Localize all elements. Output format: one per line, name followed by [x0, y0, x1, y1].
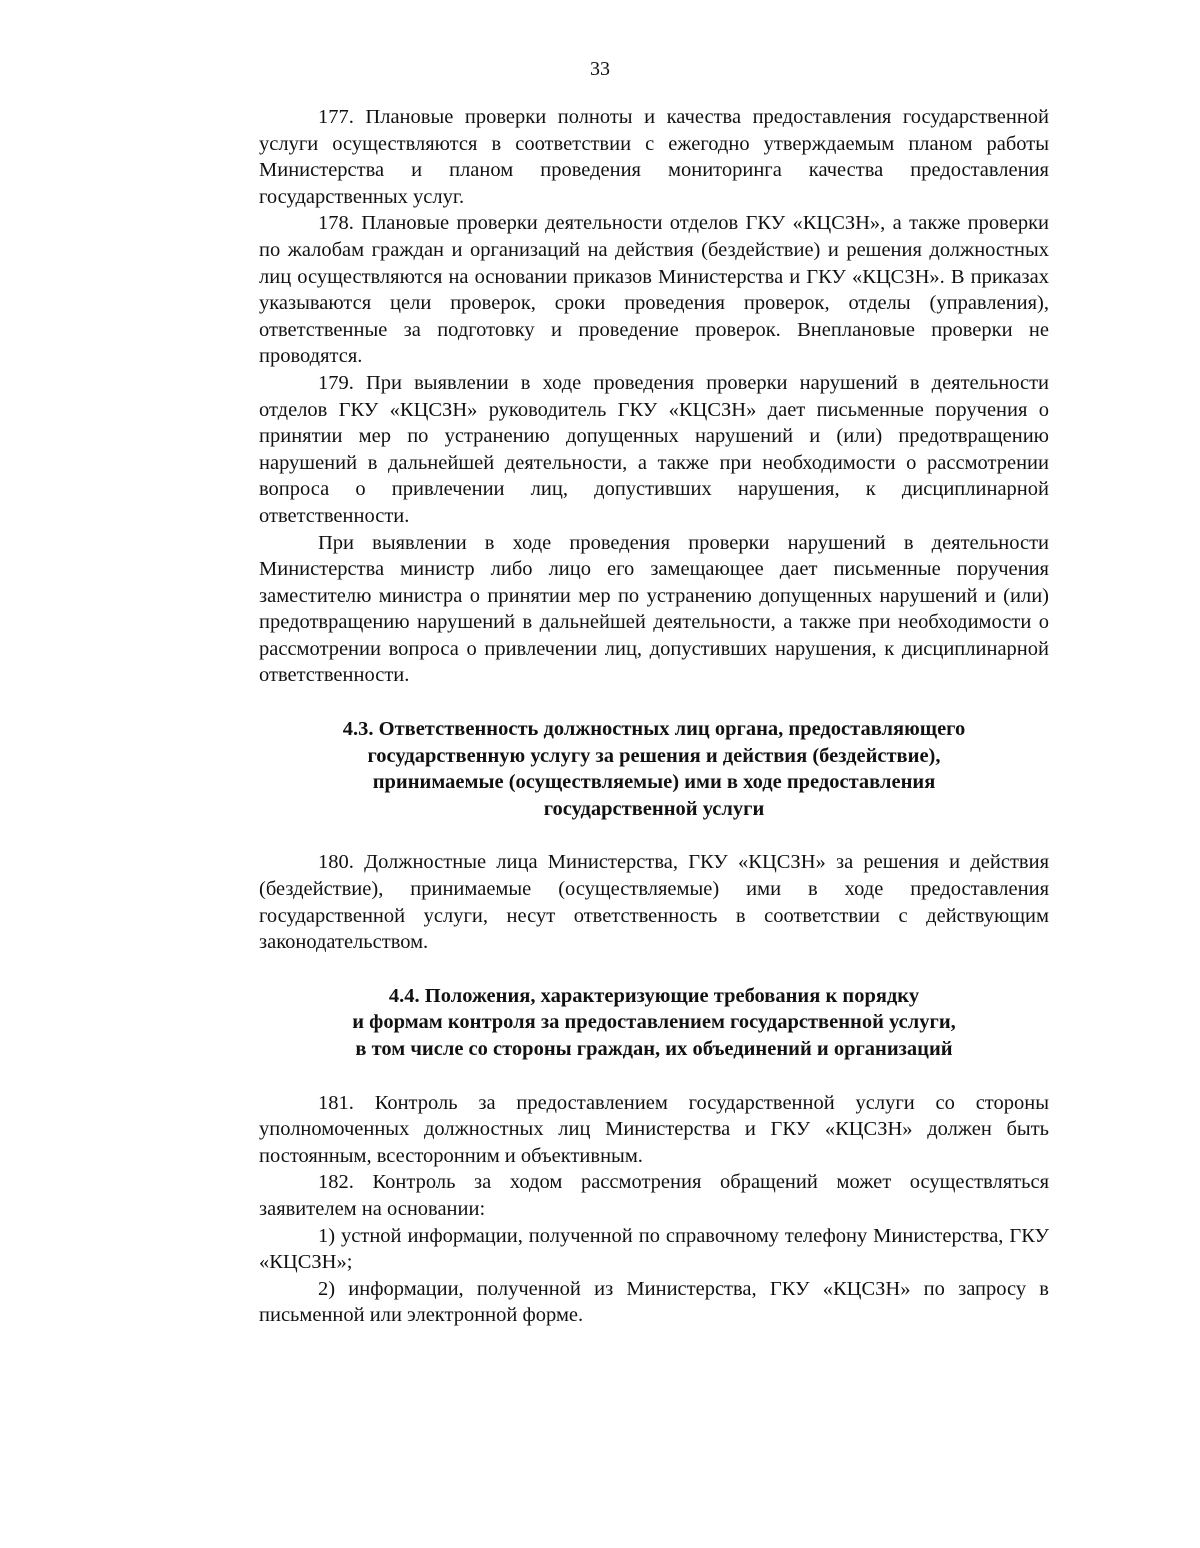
page-number: 33	[590, 58, 610, 80]
paragraph-177: 177. Плановые проверки полноты и качества предоставления государственной услуги осуществляются в соответствии с ежегодно утверждаемым планом работы Министерства и планом проведения мониторинга качества предоставления государственных услуг.	[259, 106, 1049, 208]
heading-line: 4.4. Положения, характеризующие требования к порядку	[388, 984, 920, 1007]
list-item-2: 2) информации, полученной из Министерства, ГКУ «КЦСЗН» по запросу в письменной или электронной форме.	[259, 1277, 1049, 1327]
heading-line: и формам контроля за предоставлением государственной услуги,	[352, 1011, 956, 1034]
section-heading-4-3	[259, 716, 1049, 822]
paragraph-179: 179. При выявлении в ходе проведения проверки нарушений в деятельности отделов ГКУ «КЦСЗН» руководитель ГКУ «КЦСЗН» дает письменные поручения о принятии мер по устранению допущенных нарушений и (или) предотвращению нарушений в дальнейшей деятельности, а также при необходимости о рассмотрении вопроса о привлечении лиц, допустивших нарушения, к дисциплинарной ответственности.	[259, 371, 1049, 527]
paragraph-181: 181. Контроль за предоставлением государственной услуги со стороны уполномоченных должностных лиц Министерства и ГКУ «КЦСЗН» должен быть постоянным, всесторонним и объективным.	[259, 1091, 1049, 1167]
paragraph-179-continued: При выявлении в ходе проведения проверки нарушений в деятельности Министерства министр либо лицо его замещающее дает письменные поручения заместителю министра о принятии мер по устранению допущенных нарушений и (или) предотвращению нарушений в дальнейшей деятельности, а также при необходимости о рассмотрении вопроса о привлечении лиц, допустивших нарушения, к дисциплинарной ответственности.	[259, 531, 1049, 687]
heading-line: в том числе со стороны граждан, их объединений и организаций	[355, 1038, 953, 1060]
section-heading-4-4	[259, 983, 1049, 1063]
paragraph-178: 178. Плановые проверки деятельности отделов ГКУ «КЦСЗН», а также проверки по жалобам граждан и организаций на действия (бездействие) и решения должностных лиц осуществляются на основании приказов Министерства и ГКУ «КЦСЗН». В приказах указываются цели проверок, сроки проведения проверок, отделы (управления), ответственные за подготовку и проведение проверок. Внеплановые проверки не проводятся.	[259, 212, 1049, 368]
heading-line: принимаемые (осуществляемые) ими в ходе предоставления	[372, 771, 936, 794]
paragraph-180: 180. Должностные лица Министерства, ГКУ «КЦСЗН» за решения и действия (бездействие), принимаемые (осуществляемые) ими в ходе предоставления государственной услуги, несут ответственность в соответствии с действующим законодательством.	[259, 851, 1049, 954]
paragraph-182: 182. Контроль за ходом рассмотрения обращений может осуществляться заявителем на основании:	[259, 1171, 1049, 1220]
heading-line: государственной услуги	[543, 797, 765, 820]
list-item-1: 1) устной информации, полученной по справочному телефону Министерства, ГКУ «КЦСЗН»;	[259, 1224, 1049, 1274]
heading-line: государственную услугу за решения и действия (бездействие),	[367, 744, 941, 767]
document-body	[259, 104, 1049, 1329]
heading-line: 4.3. Ответственность должностных лиц органа, предоставляющего	[342, 718, 966, 741]
